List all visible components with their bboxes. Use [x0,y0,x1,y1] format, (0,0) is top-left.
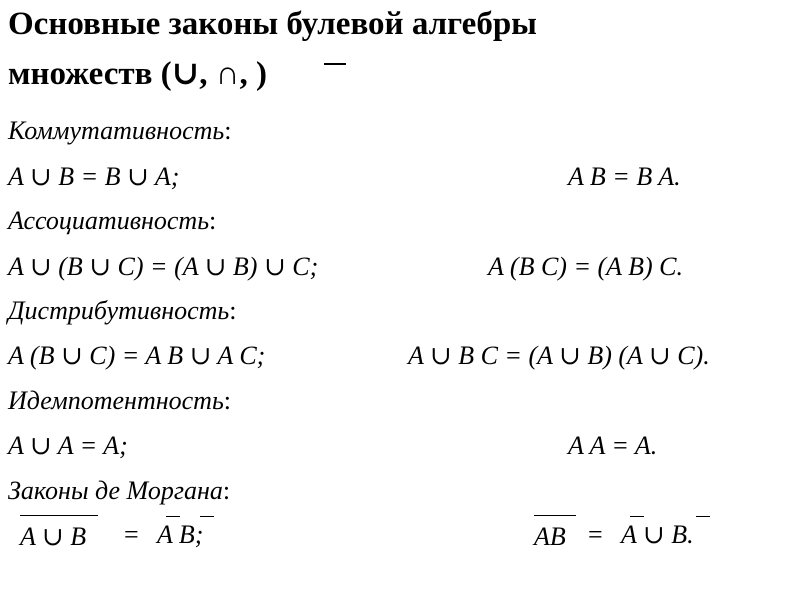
equals-sign: = [588,520,603,549]
law-name: Ассоциативность [8,206,210,235]
colon: : [222,476,231,505]
formula-right: A A = A. [568,431,658,460]
law-heading-de-morgan [8,478,230,504]
formula-right: A (B C) = (A B) C. [488,252,683,281]
complement-overline [534,515,576,516]
formula-left: A ∪ (B ∪ C) = (A ∪ B) ∪ C; [8,252,319,281]
formula-lhs: A ∪ B [20,522,87,551]
formula-right: A ∪ B C = (A ∪ B) (A ∪ C). [408,341,710,370]
formula-right: A B = B A. [568,162,681,191]
formula-rhs: A ∪ B. [621,520,694,549]
formula-left: A (B ∪ C) = A B ∪ A C; [8,341,266,370]
colon: : [229,296,237,325]
slide-title-line-2: множеств (∪, ∩, ) [8,56,267,92]
law-heading-associativity [8,208,216,234]
colon: : [223,386,232,415]
formula-rhs: A B; [157,520,204,549]
law-name: Коммутативность [8,116,225,145]
equals-sign: = [124,520,139,549]
formula-left: A ∪ A = A; [8,431,128,460]
law-name: Законы де Моргана [8,476,223,505]
law-heading-commutativity [8,118,231,144]
complement-overline [630,516,644,517]
law-name: Идемпотентность [8,386,224,415]
complement-overline [200,516,214,517]
complement-overline [166,516,180,517]
colon: : [224,116,232,145]
slide-title-line-1: Основные законы булевой алгебры [8,6,537,42]
law-heading-idempotence [8,388,231,414]
formula-left: A ∪ B = B ∪ A; [8,162,180,191]
colon: : [209,206,217,235]
complement-overline [696,516,710,517]
complement-overline-symbol [324,63,346,65]
law-heading-distributivity [8,298,236,324]
complement-overline [20,515,98,516]
law-name: Дистрибутивность [8,296,230,325]
formula-lhs: AB [534,522,566,551]
